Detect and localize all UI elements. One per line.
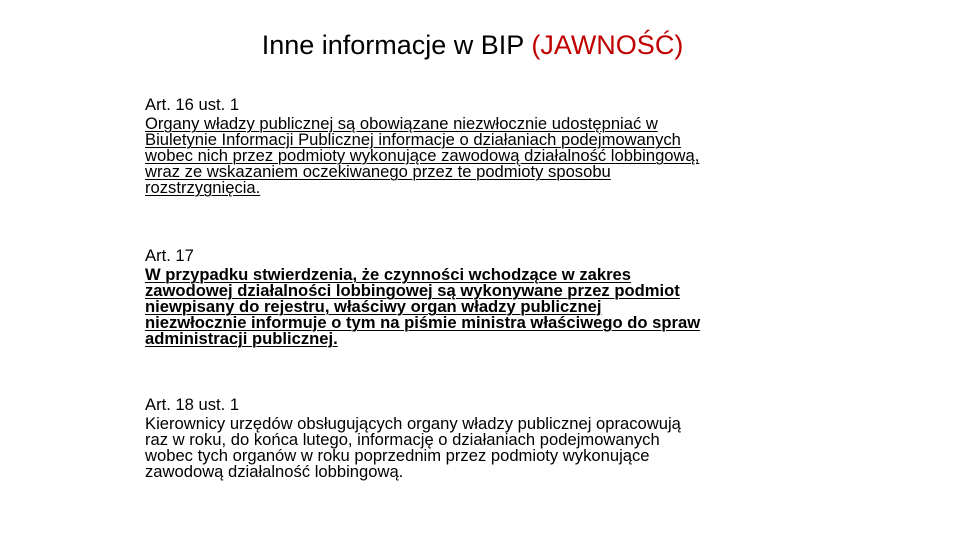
article-16-line: Organy władzy publicznej są obowiązane niezwłocznie udostępniać w (145, 114, 658, 133)
article-16-heading: Art. 16 ust. 1 (145, 95, 240, 114)
page-title (0, 28, 945, 62)
article-18-line: zawodową działalność lobbingową. (145, 462, 404, 481)
article-16-line: Biuletynie Informacji Publicznej informacje o działaniach podejmowanych (145, 130, 681, 149)
article-17-line: niezwłocznie informuje o tym na piśmie ministra właściwego do spraw (145, 313, 701, 332)
article-17-line: administracji publicznej. (145, 329, 338, 348)
article-18-line: Kierownicy urzędów obsługujących organy władzy publicznej opracowują (145, 414, 681, 433)
article-16-line: rozstrzygnięcia. (145, 178, 261, 197)
page-title-accent: (JAWNOŚĆ) (531, 30, 684, 60)
article-17-line: niewpisany do rejestru, właściwy organ władzy publicznej (145, 297, 602, 316)
article-17-line: W przypadku stwierdzenia, że czynności wchodzące w zakres (145, 265, 631, 284)
article-17-line: zawodowej działalności lobbingowej są wykonywane przez podmiot (145, 281, 680, 300)
article-18-line: raz w roku, do końca lutego, informację o działaniach podejmowanych (145, 430, 660, 449)
page-title-main: Inne informacje w BIP (261, 30, 532, 60)
article-16-line: wobec nich przez podmioty wykonujące zawodową działalność lobbingową, (145, 146, 700, 165)
article-18-line: wobec tych organów w roku poprzednim przez podmioty wykonujące (145, 446, 650, 465)
article-18-heading: Art. 18 ust. 1 (145, 395, 240, 414)
article-17-heading: Art. 17 (145, 246, 194, 265)
article-17 (145, 248, 825, 347)
article-18 (145, 397, 825, 480)
article-16 (145, 97, 825, 196)
article-16-line: wraz ze wskazaniem oczekiwanego przez te podmioty sposobu (145, 162, 611, 181)
